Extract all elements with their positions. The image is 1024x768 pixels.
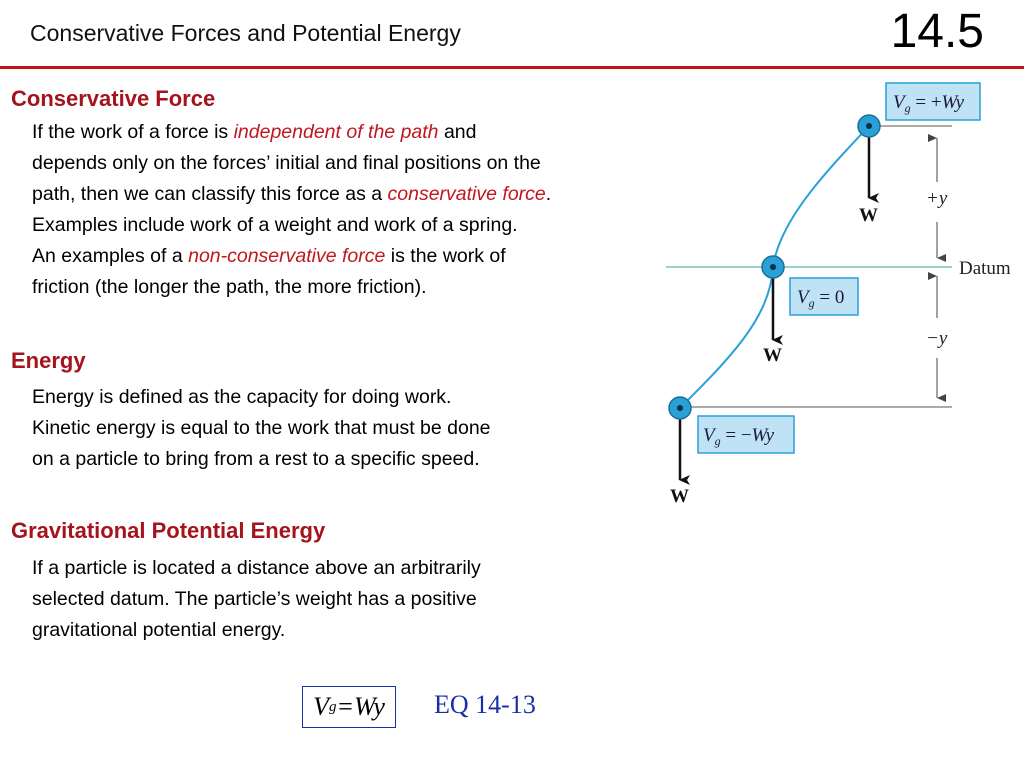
text-run: An examples of a xyxy=(32,245,189,267)
text-run: and xyxy=(438,121,477,143)
highlight-non-conservative-force: non-conservative force xyxy=(188,245,386,267)
paragraph-energy xyxy=(32,382,491,475)
datum-label: Datum xyxy=(959,258,1011,279)
header-divider xyxy=(0,66,1024,69)
label-top-text: $V_g = +Wy$ xyxy=(893,92,965,115)
text-line: If a particle is located a distance above an arbitrarily xyxy=(32,557,481,579)
text-run: path, then we can classify this force as a xyxy=(32,183,388,205)
text-line xyxy=(32,117,551,148)
heading-gravitational-potential-energy: Gravitational Potential Energy xyxy=(11,518,326,543)
potential-energy-diagram xyxy=(660,78,1024,518)
particle-center xyxy=(770,264,776,270)
label-bottom-text: $V_g = -Wy$ xyxy=(703,425,775,448)
text-run: is the work of xyxy=(385,245,506,267)
label-middle-text: $V_g = 0$ xyxy=(797,287,845,310)
highlight-conservative-force: conservative force xyxy=(387,183,546,205)
heading-energy: Energy xyxy=(11,348,86,373)
equation-var: V xyxy=(313,692,330,721)
slide-title: Conservative Forces and Potential Energy xyxy=(30,20,461,46)
text-run: . xyxy=(545,183,552,205)
text-line: friction (the longer the path, the more friction). xyxy=(32,276,427,298)
text-line: on a particle to bring from a rest to a specific speed. xyxy=(32,448,480,470)
text-line: Energy is defined as the capacity for doing work. xyxy=(32,386,452,408)
heading-conservative-force: Conservative Force xyxy=(11,86,216,111)
minus-y-label: −y xyxy=(926,328,948,349)
particle-center xyxy=(866,123,872,129)
text-run: If the work of a force is xyxy=(32,121,234,143)
plus-y-label: +y xyxy=(926,188,948,209)
highlight-independent-of-path: independent of the path xyxy=(233,121,439,143)
text-line xyxy=(32,241,551,272)
text-line: Examples include work of a weight and work of a spring. xyxy=(32,214,518,236)
paragraph-conservative-force xyxy=(32,117,551,303)
text-line: gravitational potential energy. xyxy=(32,619,286,641)
paragraph-gravitational-potential-energy xyxy=(32,553,481,646)
text-line xyxy=(32,179,551,210)
equation-label: EQ 14-13 xyxy=(434,690,536,719)
particle-center xyxy=(677,405,683,411)
weight-label-middle: W xyxy=(763,345,782,366)
equation-rhs: =Wy xyxy=(336,692,385,721)
weight-label-top: W xyxy=(859,205,878,226)
equation-sub: g xyxy=(329,698,337,715)
section-number: 14.5 xyxy=(890,5,984,58)
text-line: Kinetic energy is equal to the work that must be done xyxy=(32,417,491,439)
weight-label-bottom: W xyxy=(670,486,689,507)
text-line: depends only on the forces’ initial and final positions on the xyxy=(32,152,541,174)
equation-box xyxy=(302,686,396,728)
text-line: selected datum. The particle’s weight has a positive xyxy=(32,588,477,610)
